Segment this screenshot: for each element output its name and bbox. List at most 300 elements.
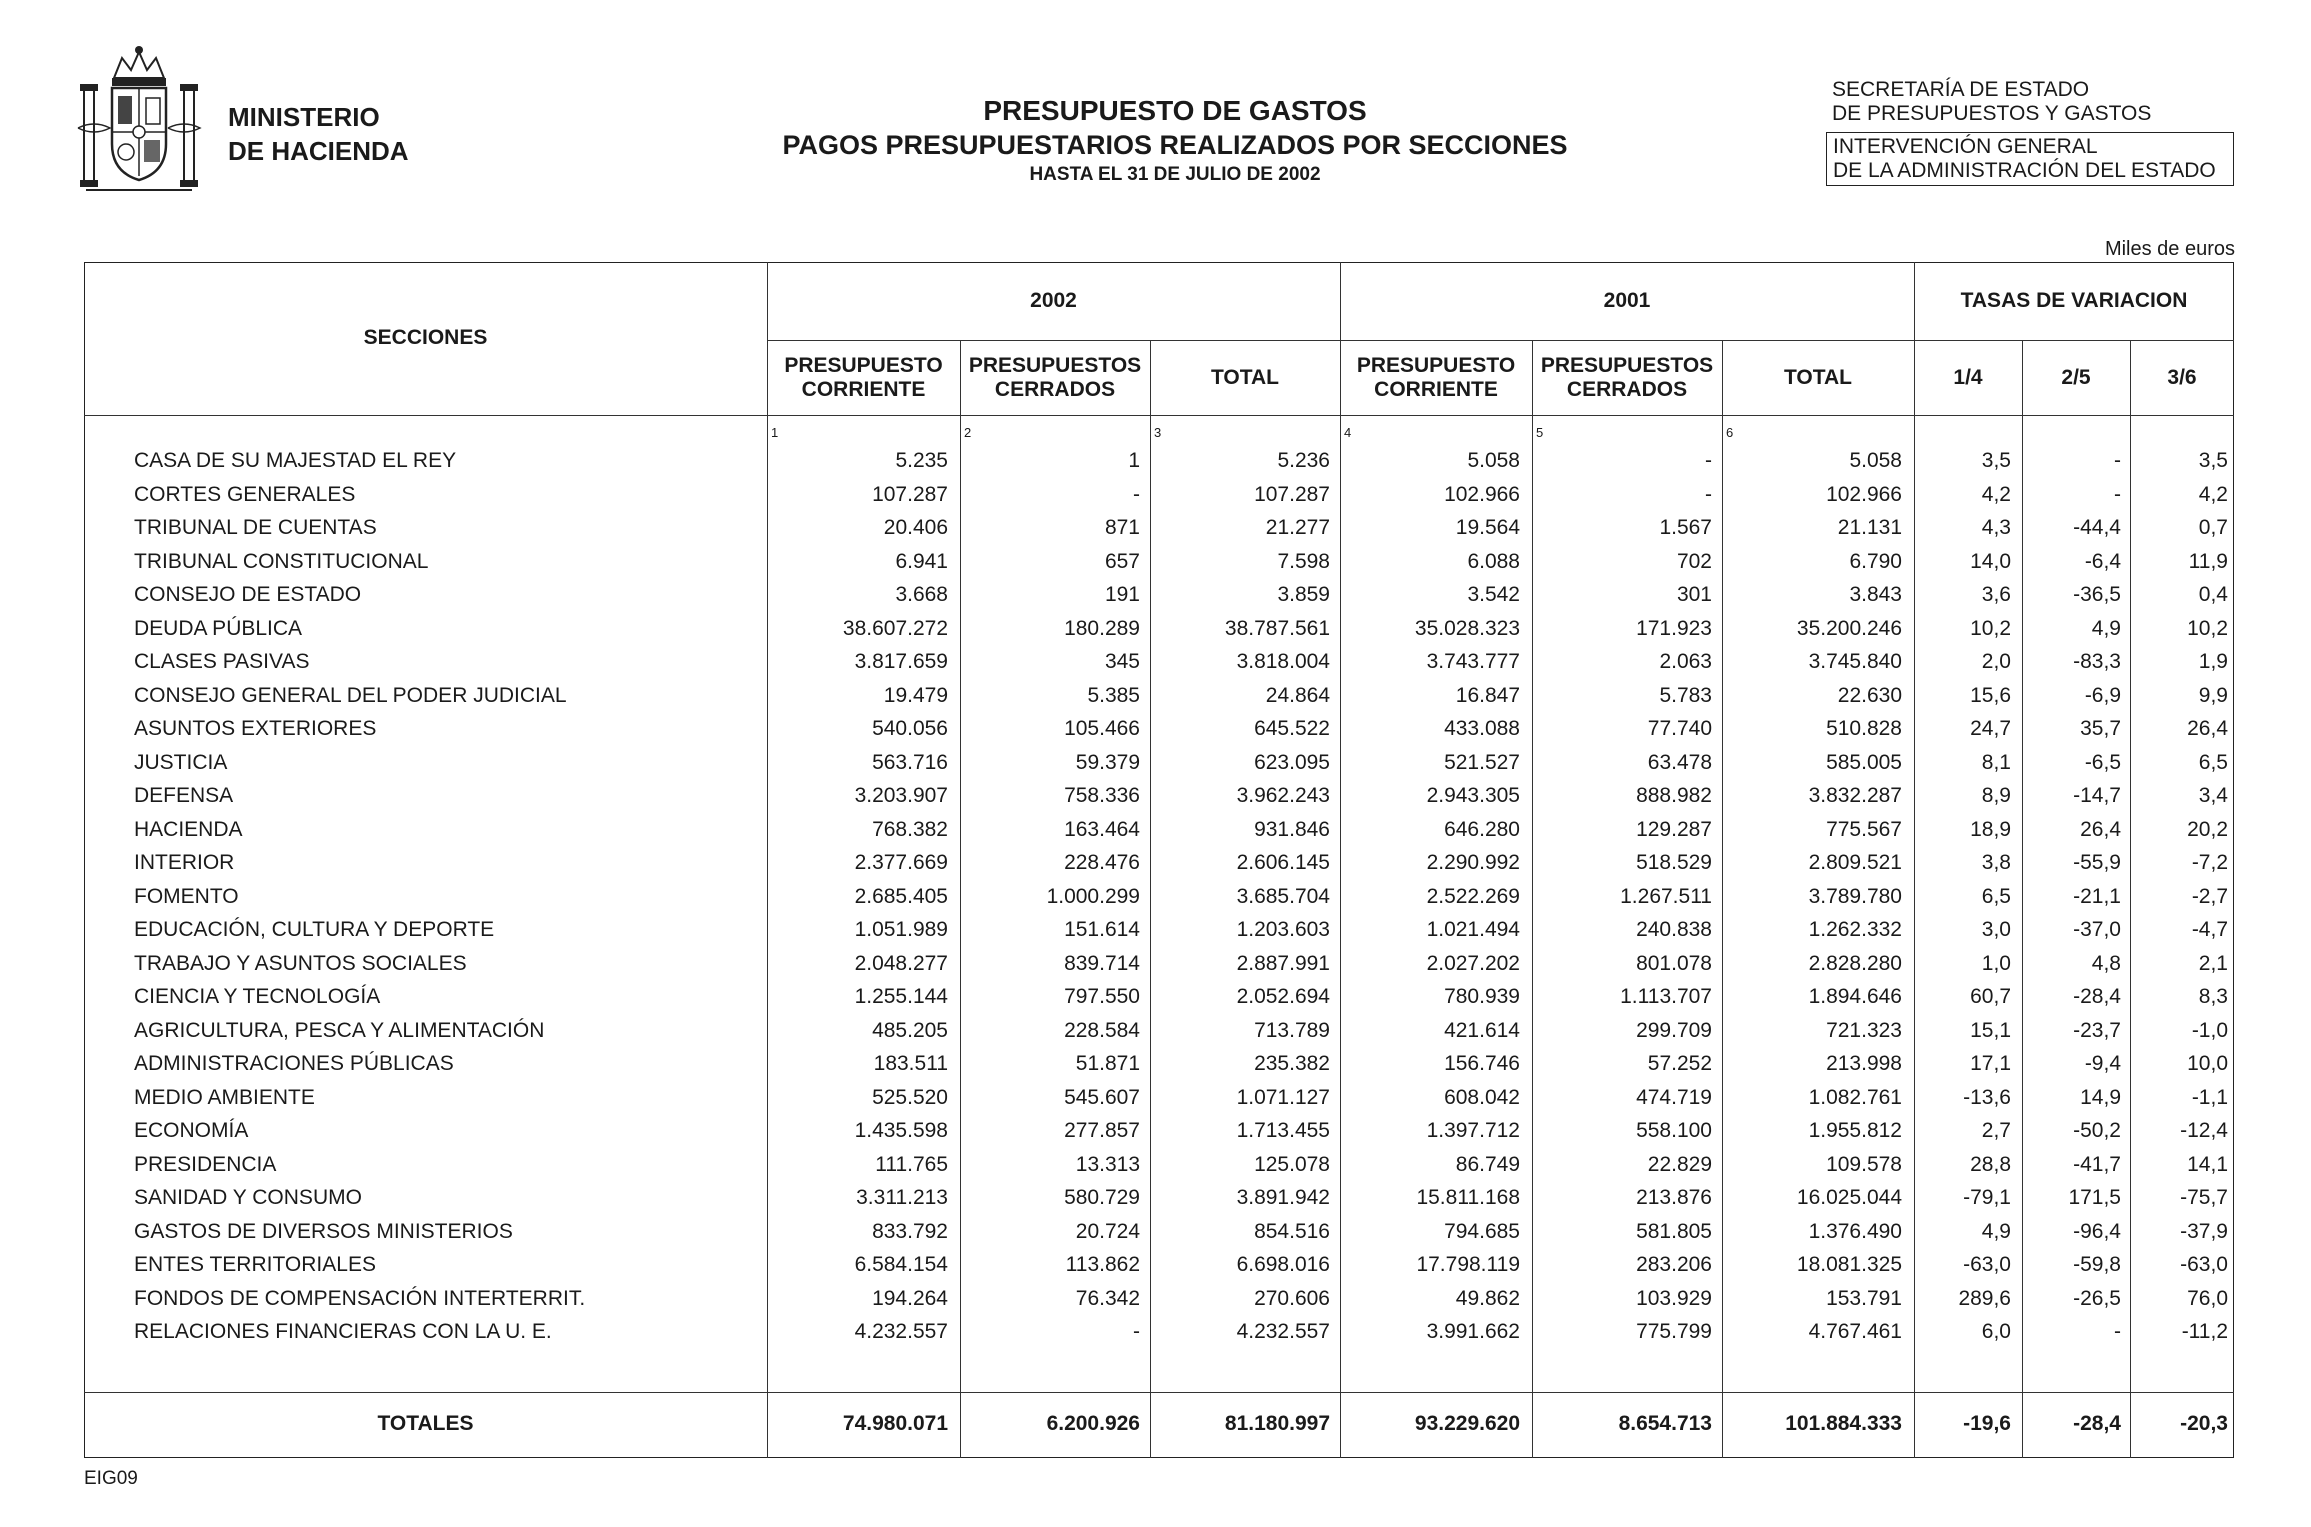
table-row: [0, 612, 2311, 646]
corriente-2001-cell: 35.028.323: [1414, 616, 1520, 640]
section-name: AGRICULTURA, PESCA Y ALIMENTACIÓN: [134, 1018, 545, 1042]
corriente-2002-cell: 1.435.598: [854, 1119, 948, 1142]
cerrados-2001-cell: 299.709: [1636, 1018, 1712, 1042]
total-2001-cell: 2.809.521: [1808, 851, 1902, 874]
cerrados-2001-cell: 888.982: [1636, 784, 1712, 807]
rate-1-4-cell: 2,0: [1981, 650, 2011, 673]
secretaria-block: [1832, 78, 2151, 126]
secretaria-line-2: DE PRESUPUESTOS Y GASTOS: [1832, 102, 2152, 125]
corriente-2001-cell: 433.088: [1444, 717, 1520, 740]
rate-1-4-cell: 14,0: [1970, 549, 2011, 573]
table-row: [0, 578, 2311, 612]
table-row: [0, 645, 2311, 679]
total-2002-cell: 931.846: [1254, 817, 1330, 841]
rate-1-4-cell: -13,6: [1963, 1085, 2011, 1109]
cerrados-2002-cell: 1.000.299: [1046, 884, 1140, 908]
rate-1-4-cell: 289,6: [1958, 1286, 2011, 1310]
corriente-2001-cell: 86.749: [1455, 1152, 1520, 1176]
rate-1-4-cell: 18,9: [1970, 817, 2011, 841]
total-2002-cell: 3.685.704: [1236, 884, 1330, 908]
cerrados-2001-cell: 558.100: [1636, 1119, 1712, 1142]
section-name: CASA DE SU MAJESTAD EL REY: [134, 449, 457, 472]
header-cerrados-2001: [1532, 340, 1722, 415]
table-row: [0, 679, 2311, 713]
corriente-2001-cell: 794.685: [1444, 1219, 1520, 1243]
section-name: TRIBUNAL CONSTITUCIONAL: [134, 549, 429, 573]
total-2001-cell: 510.828: [1826, 717, 1902, 740]
cerrados-2001-cell: 77.740: [1647, 717, 1712, 740]
rate-2-5-cell: -26,5: [2073, 1286, 2121, 1310]
rate-1-4-cell: 6,0: [1981, 1320, 2011, 1343]
rate-3-6-cell: -75,7: [2180, 1186, 2228, 1209]
intervencion-box: [1826, 132, 2234, 186]
cerrados-2002-cell: -: [1133, 482, 1140, 506]
cerrados-2001-cell: 702: [1676, 549, 1712, 573]
table-row: [0, 1081, 2311, 1115]
corriente-2002-cell: 833.792: [872, 1219, 948, 1243]
rate-2-5-cell: 26,4: [2080, 817, 2121, 841]
rate-2-5-cell: -28,4: [2073, 985, 2121, 1008]
cerrados-2002-cell: 76.342: [1075, 1286, 1140, 1310]
cerrados-2002-cell: 839.714: [1064, 951, 1140, 975]
table-row: [0, 478, 2311, 512]
corriente-2002-cell: 1.255.144: [854, 985, 948, 1008]
cerrados-2001-cell: 213.876: [1636, 1186, 1712, 1209]
section-name: CONSEJO DE ESTADO: [134, 583, 362, 606]
cerrados-2002-cell: 345: [1104, 650, 1140, 673]
cerrados-2002-cell: 5.385: [1087, 683, 1140, 707]
corriente-2001-cell: 156.746: [1444, 1052, 1520, 1075]
table-row: [0, 712, 2311, 746]
total-2001-cell: 16.025.044: [1796, 1186, 1902, 1209]
corriente-2001-cell: 646.280: [1444, 817, 1520, 841]
rate-2-5-cell: -41,7: [2073, 1152, 2121, 1176]
section-name: ASUNTOS EXTERIORES: [134, 717, 377, 740]
corriente-2001-cell: 780.939: [1444, 985, 1520, 1008]
total-rate-2-5-cell: -28,4: [2073, 1412, 2121, 1435]
rate-2-5-cell: -6,4: [2084, 549, 2121, 573]
cerrados-2001-cell: 518.529: [1636, 851, 1712, 874]
rate-3-6-cell: 26,4: [2187, 717, 2228, 740]
rate-1-4-cell: 4,3: [1981, 516, 2011, 539]
corriente-2002-cell: 485.205: [872, 1018, 948, 1042]
total-2002-cell: 2.606.145: [1236, 851, 1330, 874]
table-row: [0, 947, 2311, 981]
rate-1-4-cell: 4,2: [1981, 482, 2011, 506]
header-corriente-line-1: PRESUPUESTO: [784, 353, 943, 377]
section-name: CONSEJO GENERAL DEL PODER JUDICIAL: [134, 683, 567, 707]
corriente-2002-cell: 111.765: [875, 1152, 948, 1176]
rate-3-6-cell: 14,1: [2187, 1152, 2228, 1176]
cerrados-2002-cell: 105.466: [1064, 717, 1140, 740]
cerrados-2002-cell: 277.857: [1064, 1119, 1140, 1142]
corriente-2002-cell: 2.048.277: [854, 951, 948, 975]
corriente-2002-cell: 107.287: [872, 482, 948, 506]
total-total-2002-cell: 81.180.997: [1224, 1412, 1330, 1435]
table-row: [0, 444, 2311, 478]
rate-1-4-cell: 28,8: [1970, 1152, 2011, 1176]
total-2002-cell: 38.787.561: [1224, 616, 1330, 640]
cerrados-2002-cell: 657: [1104, 549, 1140, 573]
corriente-2002-cell: 4.232.557: [854, 1320, 948, 1343]
report-title: PRESUPUESTO DE GASTOS: [983, 95, 1367, 126]
cerrados-2002-cell: 545.607: [1064, 1085, 1140, 1109]
cerrados-2001-cell: 581.805: [1636, 1219, 1712, 1243]
section-name: TRIBUNAL DE CUENTAS: [134, 516, 377, 539]
total-total-2001-cell: 101.884.333: [1785, 1412, 1902, 1435]
rate-3-6-cell: 10,0: [2187, 1052, 2228, 1075]
header-group-2001: 2001: [1603, 289, 1651, 312]
cerrados-2002-cell: 1: [1128, 449, 1140, 472]
total-2001-cell: 21.131: [1837, 516, 1902, 539]
rate-1-4-cell: 3,6: [1981, 583, 2011, 606]
rate-3-6-cell: -63,0: [2180, 1253, 2228, 1276]
rate-1-4-cell: 24,7: [1970, 717, 2011, 740]
total-2002-cell: 1.203.603: [1236, 918, 1330, 941]
corriente-2002-cell: 3.311.213: [856, 1186, 948, 1209]
rate-3-6-cell: 3,5: [2198, 449, 2228, 472]
rate-2-5-cell: -44,4: [2073, 516, 2121, 539]
rate-1-4-cell: 15,1: [1970, 1018, 2011, 1042]
rate-2-5-cell: -: [2114, 1320, 2121, 1343]
rate-3-6-cell: 20,2: [2187, 817, 2228, 841]
secretaria-line-1: SECRETARÍA DE ESTADO: [1832, 78, 2090, 101]
corriente-2001-cell: 2.943.305: [1426, 784, 1520, 807]
header-total-2001: TOTAL: [1783, 365, 1853, 389]
rate-1-4-cell: 60,7: [1970, 985, 2011, 1008]
total-2002-cell: 125.078: [1254, 1152, 1330, 1176]
rate-3-6-cell: -1,0: [2191, 1018, 2228, 1042]
header-corriente-line-2: CORRIENTE: [1374, 377, 1498, 401]
total-2002-cell: 3.891.942: [1236, 1186, 1330, 1209]
table-row: [0, 779, 2311, 813]
header-total-2002: TOTAL: [1210, 365, 1280, 389]
table-row: [0, 913, 2311, 947]
total-cerrados-2002-cell: 6.200.926: [1046, 1412, 1140, 1435]
total-2001-cell: 1.376.490: [1808, 1219, 1902, 1243]
section-name: DEFENSA: [134, 784, 234, 807]
corriente-2002-cell: 20.406: [883, 516, 948, 539]
total-2001-cell: 22.630: [1837, 683, 1902, 707]
total-2002-cell: 713.789: [1254, 1018, 1330, 1042]
rate-2-5-cell: -21,1: [2073, 884, 2121, 908]
total-2001-cell: 721.323: [1826, 1018, 1902, 1042]
section-name: ADMINISTRACIONES PÚBLICAS: [134, 1052, 454, 1075]
total-2001-cell: 102.966: [1826, 482, 1902, 506]
corriente-2001-cell: 17.798.119: [1416, 1253, 1520, 1276]
total-rate-1-4-cell: -19,6: [1963, 1412, 2011, 1435]
header-corriente-line-1: PRESUPUESTO: [1356, 353, 1516, 377]
total-2002-cell: 5.236: [1277, 449, 1330, 472]
total-2001-cell: 213.998: [1826, 1052, 1902, 1075]
corriente-2001-cell: 19.564: [1455, 516, 1520, 539]
corriente-2001-cell: 49.862: [1455, 1286, 1520, 1310]
rate-2-5-cell: -23,7: [2073, 1018, 2121, 1042]
cerrados-2001-cell: 2.063: [1659, 650, 1712, 673]
ministry-line-1: MINISTERIO: [228, 102, 380, 132]
cerrados-2001-cell: 1.267.511: [1620, 884, 1712, 908]
totals-row: [0, 1404, 2311, 1444]
rate-2-5-cell: 4,8: [2091, 951, 2121, 975]
report-date: HASTA EL 31 DE JULIO DE 2002: [1029, 164, 1321, 185]
corriente-2002-cell: 563.716: [872, 750, 948, 774]
rate-2-5-cell: -6,9: [2084, 683, 2121, 707]
rate-1-4-cell: 4,9: [1981, 1219, 2011, 1243]
corriente-2002-cell: 525.520: [872, 1085, 948, 1109]
table-row: [0, 545, 2311, 579]
cerrados-2002-cell: 758.336: [1064, 784, 1140, 807]
rate-3-6-cell: 4,2: [2198, 482, 2228, 506]
total-2002-cell: 270.606: [1254, 1286, 1330, 1310]
header-secciones: SECCIONES: [363, 326, 488, 349]
rate-3-6-cell: -12,4: [2180, 1119, 2228, 1142]
rate-2-5-cell: 4,9: [2091, 616, 2121, 640]
rate-1-4-cell: -63,0: [1963, 1253, 2011, 1276]
rate-3-6-cell: 0,7: [2198, 516, 2228, 539]
section-name: EDUCACIÓN, CULTURA Y DEPORTE: [134, 918, 495, 941]
column-number: 3: [1154, 425, 1162, 440]
total-corriente-2002-cell: 74.980.071: [842, 1412, 948, 1435]
corriente-2002-cell: 5.235: [895, 449, 948, 472]
corriente-2002-cell: 768.382: [872, 817, 948, 841]
total-2001-cell: 4.767.461: [1808, 1320, 1902, 1343]
section-name: INTERIOR: [134, 851, 235, 874]
table-row: [0, 813, 2311, 847]
cerrados-2002-cell: 163.464: [1064, 817, 1140, 841]
rate-2-5-cell: -36,5: [2073, 583, 2121, 606]
header-cerrados-line-2: CERRADOS: [1566, 377, 1688, 401]
cerrados-2001-cell: 57.252: [1647, 1052, 1712, 1075]
coat-of-arms-logo: [74, 44, 204, 196]
corriente-2002-cell: 3.668: [895, 583, 948, 606]
corriente-2001-cell: 16.847: [1455, 683, 1520, 707]
rate-1-4-cell: -79,1: [1963, 1186, 2011, 1209]
cerrados-2002-cell: 51.871: [1075, 1052, 1140, 1075]
rate-3-6-cell: 0,4: [2198, 583, 2228, 606]
total-2002-cell: 235.382: [1254, 1052, 1330, 1075]
column-number: 6: [1726, 425, 1734, 440]
corriente-2001-cell: 2.290.992: [1426, 851, 1520, 874]
rate-2-5-cell: -14,7: [2073, 784, 2121, 807]
section-name: FONDOS DE COMPENSACIÓN INTERTERRIT.: [134, 1286, 586, 1310]
header-cerrados-line-1: PRESUPUESTOS: [968, 353, 1142, 377]
total-2002-cell: 645.522: [1254, 717, 1330, 740]
rate-1-4-cell: 3,5: [1981, 449, 2011, 472]
rate-3-6-cell: -37,9: [2180, 1219, 2228, 1243]
section-name: TRABAJO Y ASUNTOS SOCIALES: [134, 951, 467, 975]
cerrados-2002-cell: 180.289: [1064, 616, 1140, 640]
intervencion-line-1: INTERVENCIÓN GENERAL: [1833, 135, 2098, 158]
rate-3-6-cell: 8,3: [2198, 985, 2228, 1008]
corriente-2001-cell: 421.614: [1444, 1018, 1520, 1042]
total-2001-cell: 775.567: [1826, 817, 1902, 841]
corriente-2002-cell: 1.051.989: [854, 918, 948, 941]
table-row: [0, 1047, 2311, 1081]
header-rate-3-6: 3/6: [2167, 365, 2197, 389]
table-row: [0, 1282, 2311, 1316]
rate-2-5-cell: 171,5: [2068, 1186, 2121, 1209]
total-corriente-2001-cell: 93.229.620: [1414, 1412, 1520, 1435]
total-2001-cell: 3.745.840: [1808, 650, 1902, 673]
table-row: [0, 511, 2311, 545]
corriente-2001-cell: 5.058: [1467, 449, 1520, 472]
rate-3-6-cell: 1,9: [2198, 650, 2228, 673]
corriente-2001-cell: 1.397.712: [1426, 1119, 1520, 1142]
section-name: RELACIONES FINANCIERAS CON LA U. E.: [134, 1320, 552, 1343]
corriente-2002-cell: 194.264: [872, 1286, 948, 1310]
section-name: CIENCIA Y TECNOLOGÍA: [134, 985, 381, 1008]
cerrados-2002-cell: 151.614: [1064, 918, 1140, 941]
totals-label: TOTALES: [377, 1412, 474, 1435]
cerrados-2002-cell: 228.584: [1064, 1018, 1140, 1042]
total-2001-cell: 35.200.246: [1796, 616, 1902, 640]
header-corriente-line-2: CORRIENTE: [801, 377, 926, 401]
table-row: [0, 1215, 2311, 1249]
row-divider: [84, 1392, 2234, 1393]
total-cerrados-2001-cell: 8.654.713: [1618, 1412, 1712, 1435]
rate-3-6-cell: 76,0: [2187, 1286, 2228, 1310]
rate-1-4-cell: 15,6: [1970, 683, 2011, 707]
report-titles: [600, 94, 1750, 188]
total-2002-cell: 623.095: [1254, 750, 1330, 774]
header-cerrados-line-1: PRESUPUESTOS: [1540, 353, 1714, 377]
total-2002-cell: 1.071.127: [1236, 1085, 1330, 1109]
header-corriente-2002: [767, 340, 960, 415]
header-cerrados-2002: [960, 340, 1150, 415]
cerrados-2002-cell: 13.313: [1075, 1152, 1140, 1176]
header-rate-2-5: 2/5: [2061, 365, 2091, 389]
corriente-2001-cell: 521.527: [1444, 750, 1520, 774]
cerrados-2002-cell: 871: [1104, 516, 1140, 539]
table-row: [0, 1181, 2311, 1215]
total-2002-cell: 3.818.004: [1236, 650, 1330, 673]
total-2002-cell: 3.962.243: [1236, 784, 1330, 807]
rate-3-6-cell: -1,1: [2191, 1085, 2228, 1109]
total-2001-cell: 109.578: [1826, 1152, 1902, 1176]
cerrados-2002-cell: 59.379: [1075, 750, 1140, 774]
section-name: CORTES GENERALES: [134, 482, 356, 506]
total-2002-cell: 2.052.694: [1236, 985, 1330, 1008]
cerrados-2001-cell: -: [1705, 449, 1712, 472]
rate-3-6-cell: -11,2: [2181, 1320, 2228, 1343]
corriente-2001-cell: 15.811.168: [1416, 1186, 1520, 1209]
total-2001-cell: 2.828.280: [1808, 951, 1902, 975]
section-name: ENTES TERRITORIALES: [134, 1253, 376, 1276]
cerrados-2001-cell: 301: [1676, 583, 1712, 606]
total-rate-3-6-cell: -20,3: [2180, 1412, 2228, 1435]
total-2001-cell: 153.791: [1826, 1286, 1902, 1310]
cerrados-2002-cell: 228.476: [1064, 851, 1140, 874]
corriente-2002-cell: 19.479: [883, 683, 948, 707]
table-row: [0, 1148, 2311, 1182]
rate-3-6-cell: 3,4: [2198, 784, 2228, 807]
total-2002-cell: 24.864: [1265, 683, 1330, 707]
cerrados-2001-cell: 801.078: [1636, 951, 1712, 975]
cerrados-2001-cell: 22.829: [1647, 1152, 1712, 1176]
total-2002-cell: 3.859: [1277, 583, 1330, 606]
cerrados-2002-cell: 580.729: [1064, 1186, 1140, 1209]
rate-3-6-cell: 11,9: [2188, 549, 2228, 573]
table-row: [0, 846, 2311, 880]
cerrados-2001-cell: 5.783: [1659, 683, 1712, 707]
section-name: SANIDAD Y CONSUMO: [134, 1186, 362, 1209]
header-group-2002: 2002: [1030, 289, 1077, 312]
section-name: GASTOS DE DIVERSOS MINISTERIOS: [134, 1219, 513, 1243]
cerrados-2001-cell: 63.478: [1647, 750, 1712, 774]
ministry-line-2: DE HACIENDA: [228, 136, 409, 166]
table-row: [0, 980, 2311, 1014]
table-row: [0, 1114, 2311, 1148]
cerrados-2001-cell: 775.799: [1636, 1320, 1712, 1343]
corriente-2001-cell: 3.542: [1467, 583, 1520, 606]
cerrados-2001-cell: 1.113.707: [1620, 985, 1712, 1008]
cerrados-2002-cell: -: [1133, 1320, 1140, 1343]
corriente-2001-cell: 3.991.662: [1426, 1320, 1520, 1343]
cerrados-2001-cell: 283.206: [1636, 1253, 1712, 1276]
rate-2-5-cell: -9,4: [2084, 1052, 2121, 1075]
total-2001-cell: 1.082.761: [1808, 1085, 1902, 1109]
rate-3-6-cell: 6,5: [2198, 750, 2228, 774]
corriente-2001-cell: 102.966: [1444, 482, 1520, 506]
cerrados-2002-cell: 191: [1104, 583, 1140, 606]
cerrados-2001-cell: 171.923: [1636, 616, 1712, 640]
corriente-2002-cell: 2.377.669: [854, 851, 948, 874]
total-2001-cell: 3.843: [1849, 583, 1902, 606]
total-2001-cell: 5.058: [1849, 449, 1902, 472]
rate-1-4-cell: 6,5: [1981, 884, 2011, 908]
cerrados-2001-cell: 129.287: [1636, 817, 1712, 841]
cerrados-2001-cell: 474.719: [1636, 1085, 1712, 1109]
total-2001-cell: 3.789.780: [1808, 884, 1902, 908]
total-2002-cell: 1.713.455: [1236, 1119, 1330, 1142]
rate-2-5-cell: -83,3: [2073, 650, 2121, 673]
section-name: PRESIDENCIA: [134, 1152, 277, 1176]
rate-2-5-cell: 35,7: [2080, 717, 2121, 740]
corriente-2001-cell: 1.021.494: [1426, 918, 1520, 941]
report-subtitle: PAGOS PRESUPUESTARIOS REALIZADOS POR SECCIONES: [782, 130, 1568, 160]
rate-3-6-cell: -4,7: [2191, 918, 2228, 941]
rate-1-4-cell: 3,0: [1981, 918, 2011, 941]
table-row: [0, 880, 2311, 914]
rate-3-6-cell: 9,9: [2198, 683, 2228, 707]
rate-1-4-cell: 1,0: [1981, 951, 2011, 975]
corriente-2002-cell: 6.941: [895, 549, 948, 573]
rate-3-6-cell: 10,2: [2187, 616, 2228, 640]
document-code: EIG09: [84, 1468, 138, 1489]
rate-2-5-cell: -: [2114, 449, 2121, 472]
rate-3-6-cell: -7,2: [2191, 851, 2228, 874]
rate-1-4-cell: 8,1: [1981, 750, 2011, 774]
header-rate-1-4: 1/4: [1953, 365, 1983, 389]
total-2002-cell: 107.287: [1254, 482, 1330, 506]
column-number: 2: [964, 425, 972, 440]
column-number: 4: [1344, 425, 1352, 440]
total-2001-cell: 1.955.812: [1808, 1119, 1902, 1142]
section-name: DEUDA PÚBLICA: [134, 616, 303, 640]
corriente-2001-cell: 2.027.202: [1426, 951, 1520, 975]
column-number: 5: [1536, 425, 1544, 440]
corriente-2002-cell: 6.584.154: [854, 1253, 948, 1276]
rate-3-6-cell: 2,1: [2198, 951, 2228, 975]
total-2001-cell: 585.005: [1826, 750, 1902, 774]
corriente-2002-cell: 38.607.272: [842, 616, 948, 640]
rate-2-5-cell: -96,4: [2073, 1219, 2121, 1243]
total-2001-cell: 1.262.332: [1808, 918, 1902, 941]
header-corriente-2001: [1340, 340, 1532, 415]
corriente-2001-cell: 3.743.777: [1426, 650, 1520, 673]
rate-1-4-cell: 17,1: [1970, 1052, 2011, 1075]
total-2001-cell: 3.832.287: [1808, 784, 1902, 807]
